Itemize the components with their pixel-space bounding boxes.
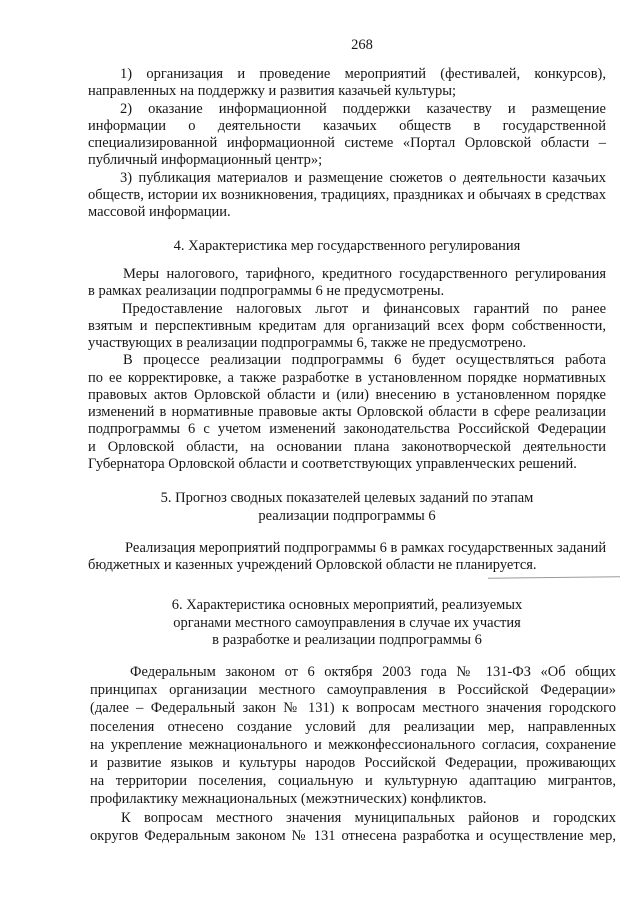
scan-line-artifact [488, 576, 620, 579]
paragraph-line: и развитие языков и культуры народов Российской Федерации, проживающих [90, 754, 616, 771]
section-heading-line: органами местного самоуправления в случае их участия [173, 614, 521, 631]
paragraph-line: правовых актов Орловской области и (или) внесению в установленном порядке [88, 386, 606, 403]
paragraph-line: В процессе реализации подпрограммы 6 будет осуществляться работа [123, 352, 606, 369]
paragraph-line: профилактику межнациональных (межэтнических) конфликтов. [90, 791, 487, 808]
paragraph-line: принципах организации местного самоуправления в Российской Федерации» [90, 682, 616, 699]
paragraph-line: округов Федеральным законом № 131 отнесена разработка и осуществление мер, [90, 827, 616, 844]
section-heading-line: в разработке и реализации подпрограммы 6 [212, 632, 482, 648]
list-item-1 [88, 66, 606, 101]
section-5-heading [88, 490, 606, 525]
section-5-body [88, 540, 606, 575]
list-item-line: массовой информации. [88, 204, 231, 220]
list-item-line: специализированной информационной системе «Портал Орловской области – [88, 135, 606, 151]
list-item-line: 1) организация и проведение мероприятий (фестивалей, конкурсов), [120, 66, 606, 82]
paragraph-line: подпрограммы 6 с учетом изменений законодательства Российской Федерации [88, 421, 606, 438]
paragraph-line: (далее – Федеральный закон № 131) к вопросам местного значения городского [90, 700, 616, 717]
section-4-body [88, 266, 606, 473]
paragraph-line: К вопросам местного значения муниципальных районов и городских [121, 809, 616, 826]
paragraph [90, 663, 616, 809]
paragraph-line: участвующих в реализации подпрограммы 6, также не предусмотрено. [88, 335, 527, 351]
list-item-line: направленных на поддержку и развития казачьей культуры; [88, 83, 457, 100]
list-item-line: 3) публикация материалов и размещение сюжетов о деятельности казачьих [120, 169, 606, 186]
paragraph [88, 301, 606, 353]
paragraph-line: бюджетных и казенных учреждений Орловской области не планируется. [88, 557, 537, 574]
section-heading-line: реализации подпрограммы 6 [258, 507, 436, 524]
paragraph-line: в рамках реализации подпрограммы 6 не предусмотрены. [88, 283, 445, 300]
paragraph [90, 809, 616, 845]
paragraph-line: Реализация мероприятий подпрограммы 6 в рамках государственных заданий [125, 540, 607, 556]
section-heading: 4. Характеристика мер государственного регулирования [173, 238, 521, 254]
section-6-heading [88, 597, 606, 650]
paragraph [88, 352, 606, 473]
section-4-heading [88, 238, 606, 255]
paragraph-line: на укрепление межнационального и межконфессионального согласия, сохранение [90, 736, 616, 753]
paragraph-line: и Орловской области, на основании плана законотворческой деятельности [88, 438, 606, 455]
paragraph-line: изменений в нормативные правовые акты Орловской области в сфере реализации [88, 404, 606, 420]
list-items [88, 66, 606, 221]
list-item-line: обществ, истории их возникновения, традициях, праздниках и обычаях в средствах [88, 186, 606, 203]
list-item-line: информации о деятельности казачьих обществ в государственной [88, 117, 606, 134]
paragraph-line: поселения отнесено создание условий для реализации мер, направленных [90, 718, 616, 735]
paragraph-line: по ее корректировке, а также разработке в установленном порядке нормативных [88, 369, 606, 386]
paragraph-line: Федеральным законом от 6 октября 2003 года № 131-ФЗ «Об общих [130, 664, 616, 680]
paragraph-line: Губернатора Орловской области и соответствующих управленческих решений. [88, 455, 577, 472]
paragraph [88, 540, 606, 575]
section-6-body [90, 663, 616, 845]
paragraph-line: взятым и перспективным кредитам для организаций всех форм собственности, [88, 317, 606, 334]
page-number: 268 [351, 37, 373, 53]
list-item-line: 2) оказание информационной поддержки казачеству и размещение [120, 100, 606, 117]
list-item-2 [88, 101, 606, 170]
section-heading-line: 5. Прогноз сводных показателей целевых заданий по этапам [160, 490, 534, 506]
section-heading-line: 6. Характеристика основных мероприятий, реализуемых [171, 597, 523, 613]
paragraph-line: Меры налогового, тарифного, кредитного государственного регулирования [123, 266, 606, 282]
paragraph-line: на территории поселения, социальную и культурную адаптацию мигрантов, [90, 773, 616, 790]
list-item-line: публичный информационный центр»; [88, 152, 323, 169]
paragraph [88, 266, 606, 301]
list-item-3 [88, 170, 606, 222]
paragraph-line: Предоставление налоговых льгот и финансовых гарантий по ранее [122, 300, 606, 317]
